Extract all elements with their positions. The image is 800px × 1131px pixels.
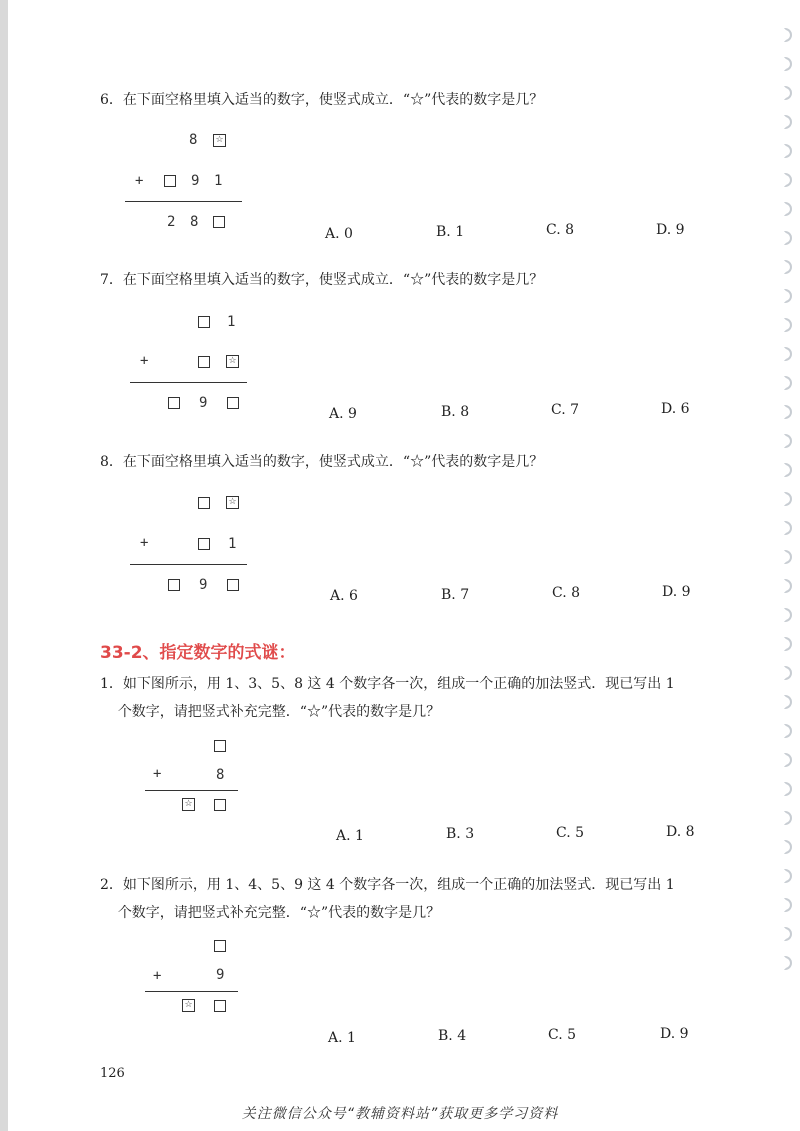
option-c: C. 5 (548, 1027, 577, 1043)
option-d: D. 8 (666, 824, 695, 840)
star-box: ☆ (182, 999, 195, 1012)
plus-sign: + (135, 173, 144, 189)
question-8-text: 8．在下面空格里填入适当的数字，使竖式成立．“☆”代表的数字是几？ (100, 454, 544, 470)
star-box: ☆ (226, 496, 239, 509)
blank-box (164, 175, 176, 187)
option-a: A. 1 (328, 1030, 356, 1046)
blank-box (214, 940, 226, 952)
plus-sign: + (153, 766, 162, 782)
option-c: C. 5 (556, 825, 585, 841)
digit: 9 (216, 967, 225, 983)
option-c: C. 8 (546, 222, 575, 238)
blank-box (213, 216, 225, 228)
sum-line (145, 991, 238, 992)
option-b: B. 7 (441, 587, 470, 603)
blank-box (227, 579, 239, 591)
spiral-binding (776, 28, 798, 985)
section-heading: 33-2、指定数字的式谜： (100, 643, 296, 663)
blank-box (214, 740, 226, 752)
blank-box (198, 497, 210, 509)
option-c: C. 8 (552, 585, 581, 601)
blank-box (198, 538, 210, 550)
star-box: ☆ (226, 355, 239, 368)
blank-box (227, 397, 239, 409)
blank-box (168, 397, 180, 409)
footer-note: 关注微信公众号“教辅资料站”获取更多学习资料 (241, 1106, 559, 1122)
option-a: A. 6 (330, 588, 358, 604)
question-6-text: 6．在下面空格里填入适当的数字，使竖式成立．“☆”代表的数字是几？ (100, 92, 544, 108)
option-a: A. 1 (336, 828, 364, 844)
sum-line (130, 564, 247, 565)
digit: 8 (189, 132, 198, 148)
option-c: C. 7 (551, 402, 580, 418)
sum-line (125, 201, 242, 202)
digit: 8 (190, 214, 199, 230)
digit: 1 (214, 173, 223, 189)
star-box: ☆ (182, 798, 195, 811)
plus-sign: + (140, 535, 149, 551)
option-b: B. 8 (441, 404, 470, 420)
plus-sign: + (153, 968, 162, 984)
digit: 1 (227, 314, 236, 330)
page-edge (0, 0, 8, 1131)
option-a: A. 0 (325, 226, 353, 242)
option-b: B. 1 (436, 224, 465, 240)
blank-box (198, 356, 210, 368)
digit: 8 (216, 767, 225, 783)
star-box: ☆ (213, 134, 226, 147)
option-b: B. 3 (446, 826, 475, 842)
section-question-2-text: 2．如下图所示，用 1、4、5、9 这 4 个数字各一次，组成一个正确的加法竖式．现已写出 1 个数字，请把竖式补充完整．“☆”代表的数字是几？ (100, 877, 675, 921)
sum-line (145, 790, 238, 791)
question-7-text: 7．在下面空格里填入适当的数字，使竖式成立．“☆”代表的数字是几？ (100, 272, 544, 288)
digit: 9 (191, 173, 200, 189)
digit: 9 (199, 395, 208, 411)
digit: 2 (167, 214, 176, 230)
option-d: D. 9 (662, 584, 691, 600)
option-d: D. 9 (656, 222, 685, 238)
option-b: B. 4 (438, 1028, 467, 1044)
blank-box (198, 316, 210, 328)
digit: 9 (199, 577, 208, 593)
page-number: 126 (100, 1066, 125, 1081)
option-a: A. 9 (329, 406, 357, 422)
section-question-1-text: 1．如下图所示，用 1、3、5、8 这 4 个数字各一次，组成一个正确的加法竖式．现已写出 1 个数字，请把竖式补充完整．“☆”代表的数字是几？ (100, 676, 675, 720)
blank-box (214, 1000, 226, 1012)
blank-box (214, 799, 226, 811)
option-d: D. 9 (660, 1026, 689, 1042)
digit: 1 (228, 536, 237, 552)
sum-line (130, 382, 247, 383)
plus-sign: + (140, 353, 149, 369)
option-d: D. 6 (661, 401, 690, 417)
blank-box (168, 579, 180, 591)
